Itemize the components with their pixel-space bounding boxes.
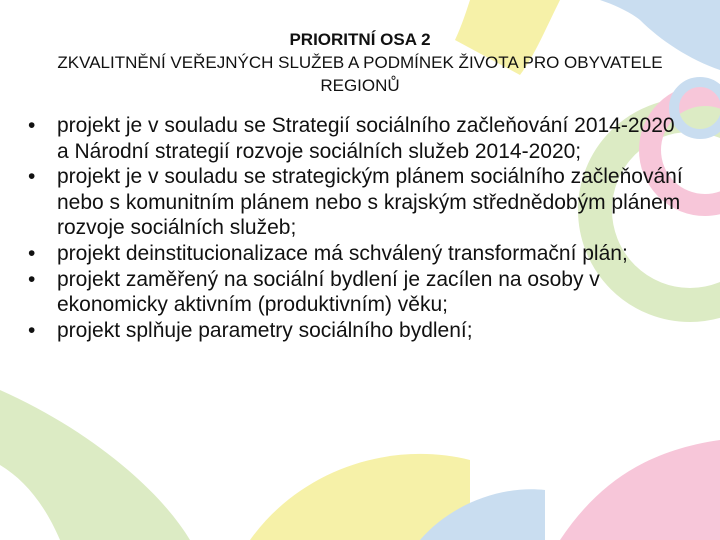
list-item-text: projekt je v souladu se Strategií sociálního začleňování 2014-2020 a Národní strategií rozvoje sociálních služeb 2014-2020; (57, 114, 675, 163)
list-item-text: projekt deinstitucionalizace má schválený transformační plán; (57, 241, 628, 265)
list-item (28, 241, 688, 267)
bullet-dot: • (28, 267, 36, 291)
list-item (28, 318, 688, 344)
list-item-text: projekt zaměřený na sociální bydlení je zacílen na osoby v ekonomicky aktivním (produktivním) věku; (57, 267, 600, 317)
slide-title (40, 28, 680, 97)
list-item (28, 164, 688, 241)
list-item-text: projekt splňuje parametry sociálního bydlení; (57, 318, 473, 342)
bullet-dot: • (28, 241, 36, 265)
list-item-text: projekt je v souladu se strategickým plánem sociálního začleňování nebo s komunitním plánem nebo s krajským střednědobým plánem rozvoje sociálních služeb; (57, 165, 683, 240)
list-item (28, 113, 688, 164)
green-arc-bottom-left (0, 390, 190, 540)
list-item (28, 267, 688, 318)
bullet-dot: • (28, 165, 36, 189)
bullet-list (28, 113, 688, 343)
pink-arc-bottom-right (560, 440, 720, 540)
bullet-dot: • (28, 114, 36, 137)
title-line-1: PRIORITNÍ OSA 2 (289, 30, 431, 49)
bullet-dot: • (28, 318, 36, 342)
title-line-2: ZKVALITNĚNÍ VEŘEJNÝCH SLUŽEB A PODMÍNEK ŽIVOTA PRO OBYVATELE REGIONŮ (57, 53, 663, 95)
